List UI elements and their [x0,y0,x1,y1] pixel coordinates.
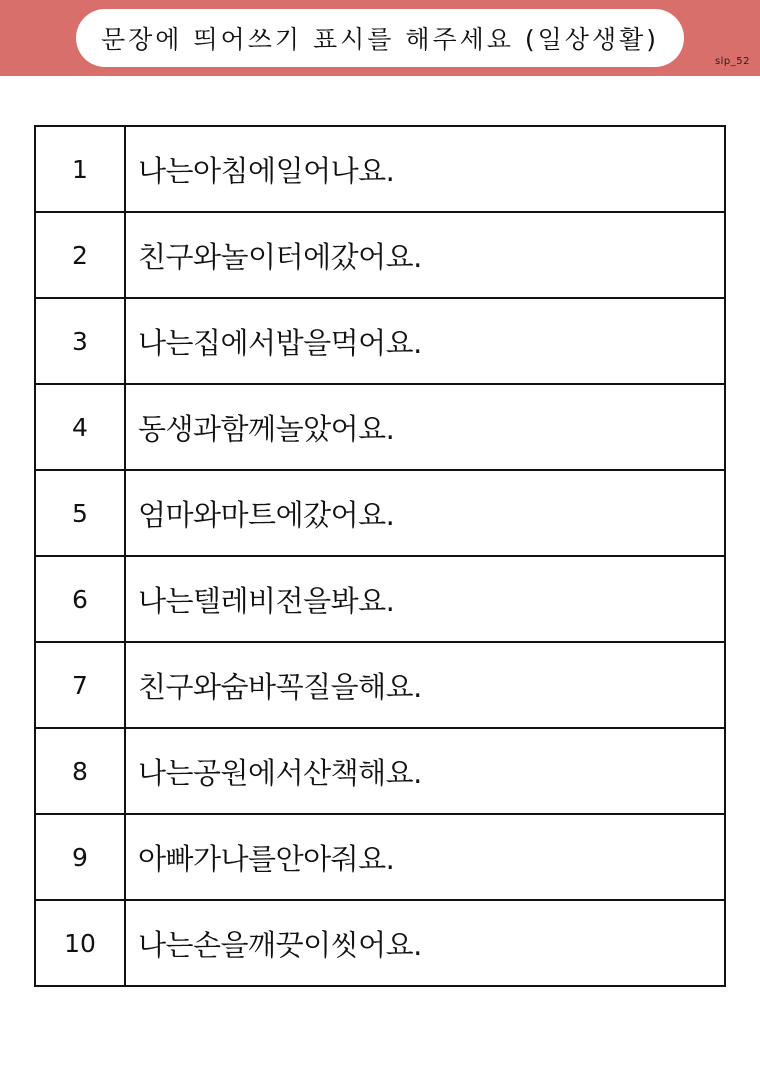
row-number: 5 [35,470,125,556]
table-row [35,728,725,814]
table-row [35,212,725,298]
sentence-text: 친구와놀이터에갔어요. [125,212,725,298]
table-row [35,814,725,900]
sentence-text: 동생과함께놀았어요. [125,384,725,470]
row-number: 1 [35,126,125,212]
table-row [35,470,725,556]
sentence-text: 나는손을깨끗이씻어요. [125,900,725,986]
header-band [0,0,760,76]
table-row [35,126,725,212]
row-number: 9 [35,814,125,900]
row-number: 7 [35,642,125,728]
sentence-text: 엄마와마트에갔어요. [125,470,725,556]
sentence-table [34,125,726,987]
row-number: 2 [35,212,125,298]
table-row [35,384,725,470]
sentence-text: 나는공원에서산책해요. [125,728,725,814]
page-title: 문장에 띄어쓰기 표시를 해주세요 (일상생활) [101,25,659,54]
page-code: slp_52 [714,56,750,67]
sentence-text: 나는아침에일어나요. [125,126,725,212]
table-row [35,642,725,728]
sentence-text: 나는텔레비전을봐요. [125,556,725,642]
row-number: 8 [35,728,125,814]
row-number: 10 [35,900,125,986]
row-number: 4 [35,384,125,470]
table-row [35,556,725,642]
row-number: 3 [35,298,125,384]
title-pill [76,9,684,67]
sentence-text: 아빠가나를안아줘요. [125,814,725,900]
table-row [35,298,725,384]
sentence-text: 친구와숨바꼭질을해요. [125,642,725,728]
row-number: 6 [35,556,125,642]
sentence-text: 나는집에서밥을먹어요. [125,298,725,384]
table-row [35,900,725,986]
